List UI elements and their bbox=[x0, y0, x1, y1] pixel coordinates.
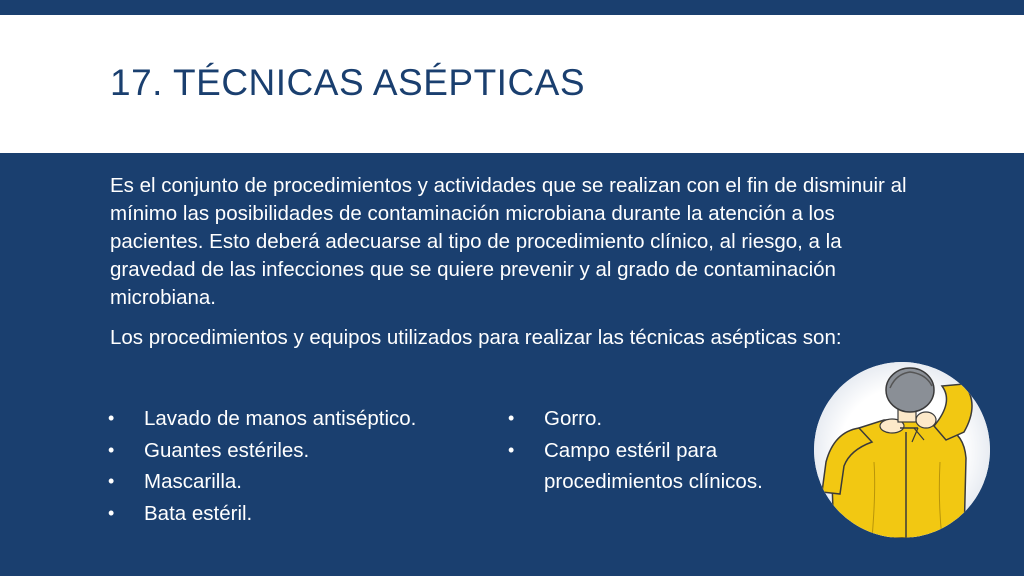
bullet-icon: • bbox=[508, 439, 515, 460]
bullet-list-left bbox=[108, 403, 488, 529]
list-item: • Campo estéril para procedimientos clínicos. bbox=[508, 435, 798, 498]
bullet-icon: • bbox=[108, 408, 115, 428]
sterile-gown-person-icon bbox=[814, 362, 990, 538]
list-item: • Mascarilla. bbox=[108, 466, 488, 498]
intro-paragraph: Los procedimientos y equipos utilizados para realizar las técnicas asépticas son: bbox=[110, 326, 842, 349]
list-item: • Guantes estériles. bbox=[108, 435, 488, 467]
bullet-icon: • bbox=[108, 439, 115, 460]
list-item: • Bata estéril. bbox=[108, 498, 488, 530]
bullet-icon: • bbox=[508, 408, 515, 428]
slide-title: 17. TÉCNICAS ASÉPTICAS bbox=[110, 62, 586, 103]
list-item: • Gorro. bbox=[508, 403, 798, 435]
bullet-icon: • bbox=[108, 502, 115, 523]
gown-illustration bbox=[814, 362, 990, 538]
body-text bbox=[110, 172, 910, 352]
bullet-list-right bbox=[508, 403, 798, 498]
list-item: • Lavado de manos antiséptico. bbox=[108, 403, 488, 435]
definition-paragraph: Es el conjunto de procedimientos y actividades que se realizan con el fin de disminuir al mínimo las posibilidades de contaminación microbiana durante la atención a los pacientes. Esto deberá adecuarse al tipo de procedimiento clínico, al riesgo, a la gravedad de las infecciones que se quiere prevenir y al grado de contaminación microbiana. bbox=[110, 174, 907, 309]
bullet-icon: • bbox=[108, 471, 115, 491]
